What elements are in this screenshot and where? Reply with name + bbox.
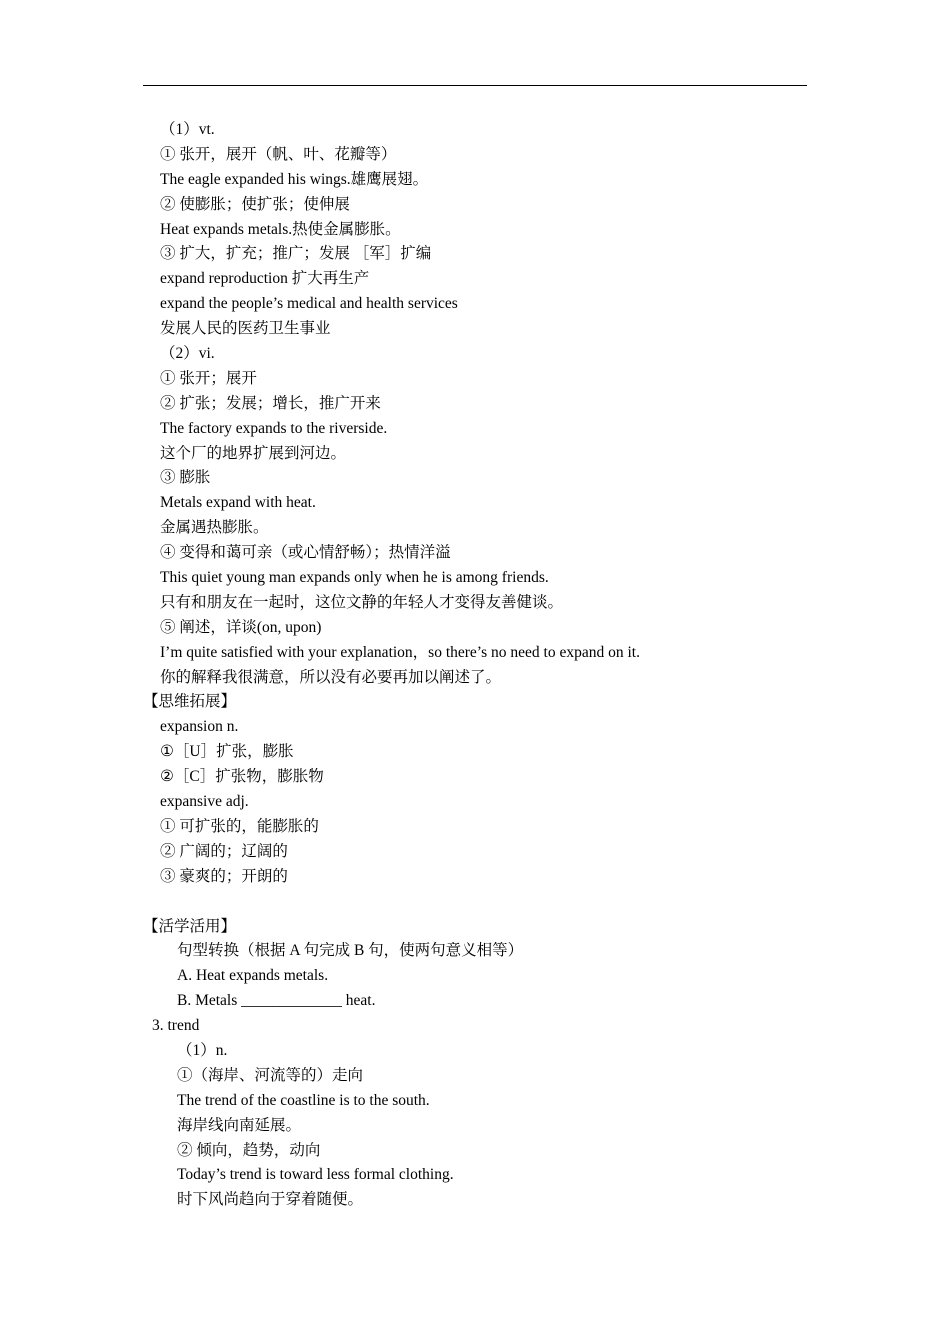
- text-line: The eagle expanded his wings.雄鹰展翅。: [160, 170, 429, 188]
- text-line: 金属遇热膨胀。: [160, 519, 269, 537]
- document-body: [0, 118, 950, 1213]
- text-line: This quiet young man expands only when he is among friends.: [160, 569, 549, 587]
- text-line: ③ 扩大，扩充；推广；发展 ［军］扩编: [160, 245, 432, 263]
- text-line: The factory expands to the riverside.: [160, 419, 388, 437]
- text-line: ① 张开，展开（帆、叶、花瓣等）: [160, 145, 397, 163]
- text-line: I’m quite satisfied with your explanation，so there’s no need to expand on it.: [160, 643, 640, 661]
- text-line: 只有和朋友在一起时，这位文静的年轻人才变得友善健谈。: [160, 593, 564, 611]
- text-line: ② 扩张；发展；增长，推广开来: [160, 394, 381, 412]
- text-line: 句型转换（根据 A 句完成 B 句，使两句意义相等）: [177, 942, 524, 960]
- blank-line: [0, 890, 950, 915]
- section-heading: 【活学活用】: [143, 917, 237, 935]
- text-line: ③ 豪爽的；开朗的: [160, 867, 288, 885]
- text-line: ② 广阔的；辽阔的: [160, 842, 288, 860]
- text-line: ③ 膨胀: [160, 469, 211, 487]
- entry-heading: 3. trend: [152, 1017, 200, 1035]
- header-rule: [143, 85, 807, 86]
- text-line: ① 张开；展开: [160, 369, 257, 387]
- text-line: ② 使膨胀；使扩张；使伸展: [160, 195, 350, 213]
- text-line: expansive adj.: [160, 793, 249, 811]
- text-line: Metals expand with heat.: [160, 494, 316, 512]
- fill-in-blank-line: B. Metals _____________ heat.: [177, 992, 376, 1010]
- section-heading: 【思维拓展】: [143, 693, 237, 711]
- text-line: expansion n.: [160, 718, 239, 736]
- text-line: 发展人民的医药卫生事业: [160, 320, 331, 338]
- text-line: （1）n.: [177, 1041, 228, 1059]
- text-line: A. Heat expands metals.: [177, 967, 329, 985]
- text-line: （1）vt.: [160, 121, 215, 138]
- text-line: expand reproduction 扩大再生产: [160, 270, 370, 288]
- text-line: Today’s trend is toward less formal clothing.: [177, 1166, 454, 1184]
- text-line: 这个厂的地界扩展到河边。: [160, 444, 347, 462]
- text-line: （2）vi.: [160, 345, 215, 363]
- text-line: ①（海岸、河流等的）走向: [177, 1066, 364, 1084]
- text-line: The trend of the coastline is to the south.: [177, 1091, 430, 1109]
- text-line: ① 可扩张的，能膨胀的: [160, 817, 319, 835]
- text-line: ④ 变得和蔼可亲（或心情舒畅）；热情洋溢: [160, 544, 451, 562]
- text-line: expand the people’s medical and health services: [160, 295, 458, 313]
- text-line: 你的解释我很满意，所以没有必要再加以阐述了。: [160, 668, 502, 686]
- text-line: 海岸线向南延展。: [177, 1116, 302, 1134]
- text-line: 时下风尚趋向于穿着随便。: [177, 1191, 364, 1209]
- text-line: ①［U］扩张，膨胀: [160, 743, 294, 761]
- text-line: ⑤ 阐述，详谈(on, upon): [160, 618, 322, 636]
- text-line: Heat expands metals.热使金属膨胀。: [160, 220, 401, 238]
- text-line: ② 倾向，趋势，动向: [177, 1141, 321, 1159]
- text-line: ②［C］扩张物，膨胀物: [160, 768, 324, 786]
